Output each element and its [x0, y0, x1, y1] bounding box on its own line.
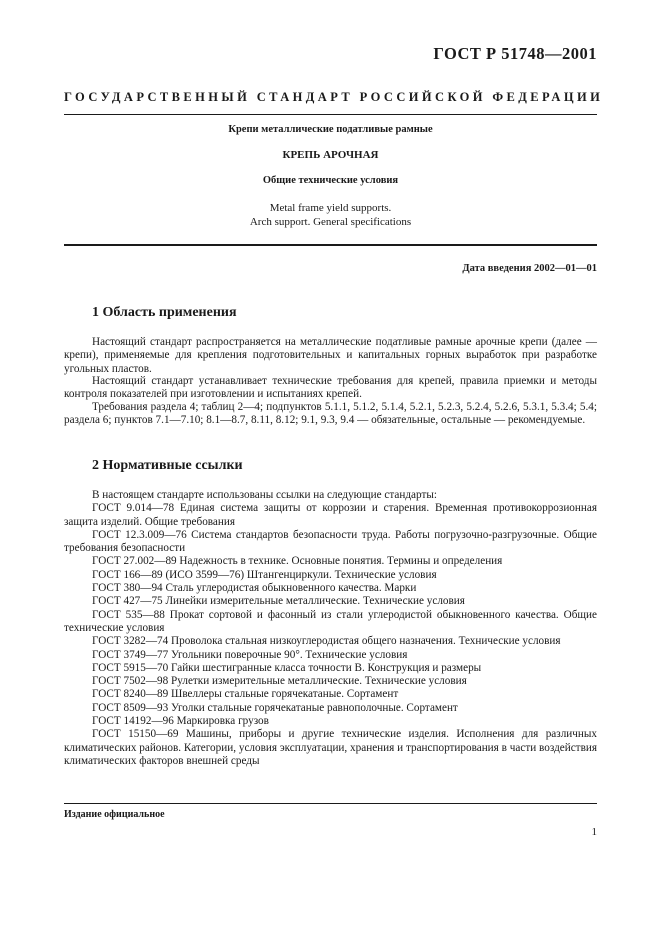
footer-divider — [64, 803, 597, 804]
reference-item: ГОСТ 27.002—89 Надежность в технике. Основные понятия. Термины и определения — [92, 555, 503, 568]
reference-item: ГОСТ 427—75 Линейки измерительные металлические. Технические условия — [92, 595, 465, 608]
introduction-date: Дата введения 2002—01—01 — [462, 263, 597, 274]
english-title-line-1: Metal frame yield supports. — [269, 202, 392, 214]
reference-item: ГОСТ 14192—96 Маркировка грузов — [92, 715, 269, 728]
section-1-paragraph-3: Требования раздела 4; таблиц 2—4; подпунктов 5.1.1, 5.1.2, 5.1.4, 5.2.1, 5.2.3, 5.2.4, 5.2.6, 5.3.1, 5.3.4; 5.4; раздела 6; пунктов 7.1—7.10; 8.1—8.7, 8.11, 8.12; 9.1, 9.3, 9.4 — обязательные, остальные — рекомендуемые. — [64, 401, 597, 427]
section-2-heading: 2 Нормативные ссылки — [92, 458, 243, 473]
section-1-heading: 1 Область применения — [92, 305, 237, 320]
document-title: Крепи металлические податливые рамные — [228, 124, 433, 135]
section-1-paragraph-2: Настоящий стандарт устанавливает технические требования для крепей, правила приемки и методы контроля показателей при изготовлении и испытаниях крепей. — [64, 375, 597, 401]
document-subtitle: КРЕПЬ АРОЧНАЯ — [282, 149, 379, 161]
page-number: 1 — [591, 826, 597, 838]
references-list — [64, 489, 597, 768]
title-divider — [64, 244, 597, 246]
reference-item: ГОСТ 5915—70 Гайки шестигранные класса точности В. Конструкция и размеры — [92, 661, 482, 674]
section-1-paragraph-1: Настоящий стандарт распространяется на металлические податливые рамные арочные крепи (далее — крепи), применяемые для крепления подготовительных и капитальных горных выработок при разработке угольных пластов. — [64, 336, 597, 375]
top-divider — [64, 114, 597, 115]
reference-item: ГОСТ 3749—77 Угольники поверочные 90°. Технические условия — [92, 648, 408, 661]
reference-item: ГОСТ 12.3.009—76 Система стандартов безопасности труда. Работы погрузочно-разгрузочные. Общие требования безопасности — [64, 528, 597, 555]
document-subtitle-2: Общие технические условия — [262, 175, 399, 186]
official-edition-label: Издание официальное — [64, 809, 165, 820]
reference-item: ГОСТ 9.014—78 Единая система защиты от коррозии и старения. Временная противокоррозионная защита изделий. Общие требования — [64, 502, 597, 528]
references-intro: В настоящем стандарте использованы ссылки на следующие стандарты: — [92, 489, 437, 501]
standard-code: ГОСТ Р 51748—2001 — [433, 44, 597, 63]
reference-item: ГОСТ 166—89 (ИСО 3599—76) Штангенциркули. Технические условия — [92, 568, 437, 581]
reference-item: ГОСТ 8240—89 Швеллеры стальные горячекатаные. Сортамент — [92, 688, 399, 701]
state-standard-heading: ГОСУДАРСТВЕННЫЙ СТАНДАРТ РОССИЙСКОЙ ФЕДЕРАЦИИ — [64, 90, 604, 104]
reference-item: ГОСТ 535—88 Прокат сортовой и фасонный из стали углеродистой обыкновенного качества. Общие технические условия — [64, 608, 597, 634]
reference-item: ГОСТ 8509—93 Уголки стальные горячекатаные равнополочные. Сортамент — [92, 701, 458, 714]
english-title-line-2: Arch support. General specifications — [249, 216, 412, 228]
reference-item: ГОСТ 380—94 Сталь углеродистая обыкновенного качества. Марки — [92, 582, 417, 595]
reference-item: ГОСТ 3282—74 Проволока стальная низкоуглеродистая общего назначения. Технические условия — [92, 635, 561, 648]
reference-item: ГОСТ 15150—69 Машины, приборы и другие технические изделия. Исполнения для различных климатических районов. Категории, условия эксплуатации, хранения и транспортирования в части воздействия климатических факторов внешней среды — [64, 728, 597, 767]
reference-item: ГОСТ 7502—98 Рулетки измерительные металлические. Технические условия — [92, 675, 467, 688]
